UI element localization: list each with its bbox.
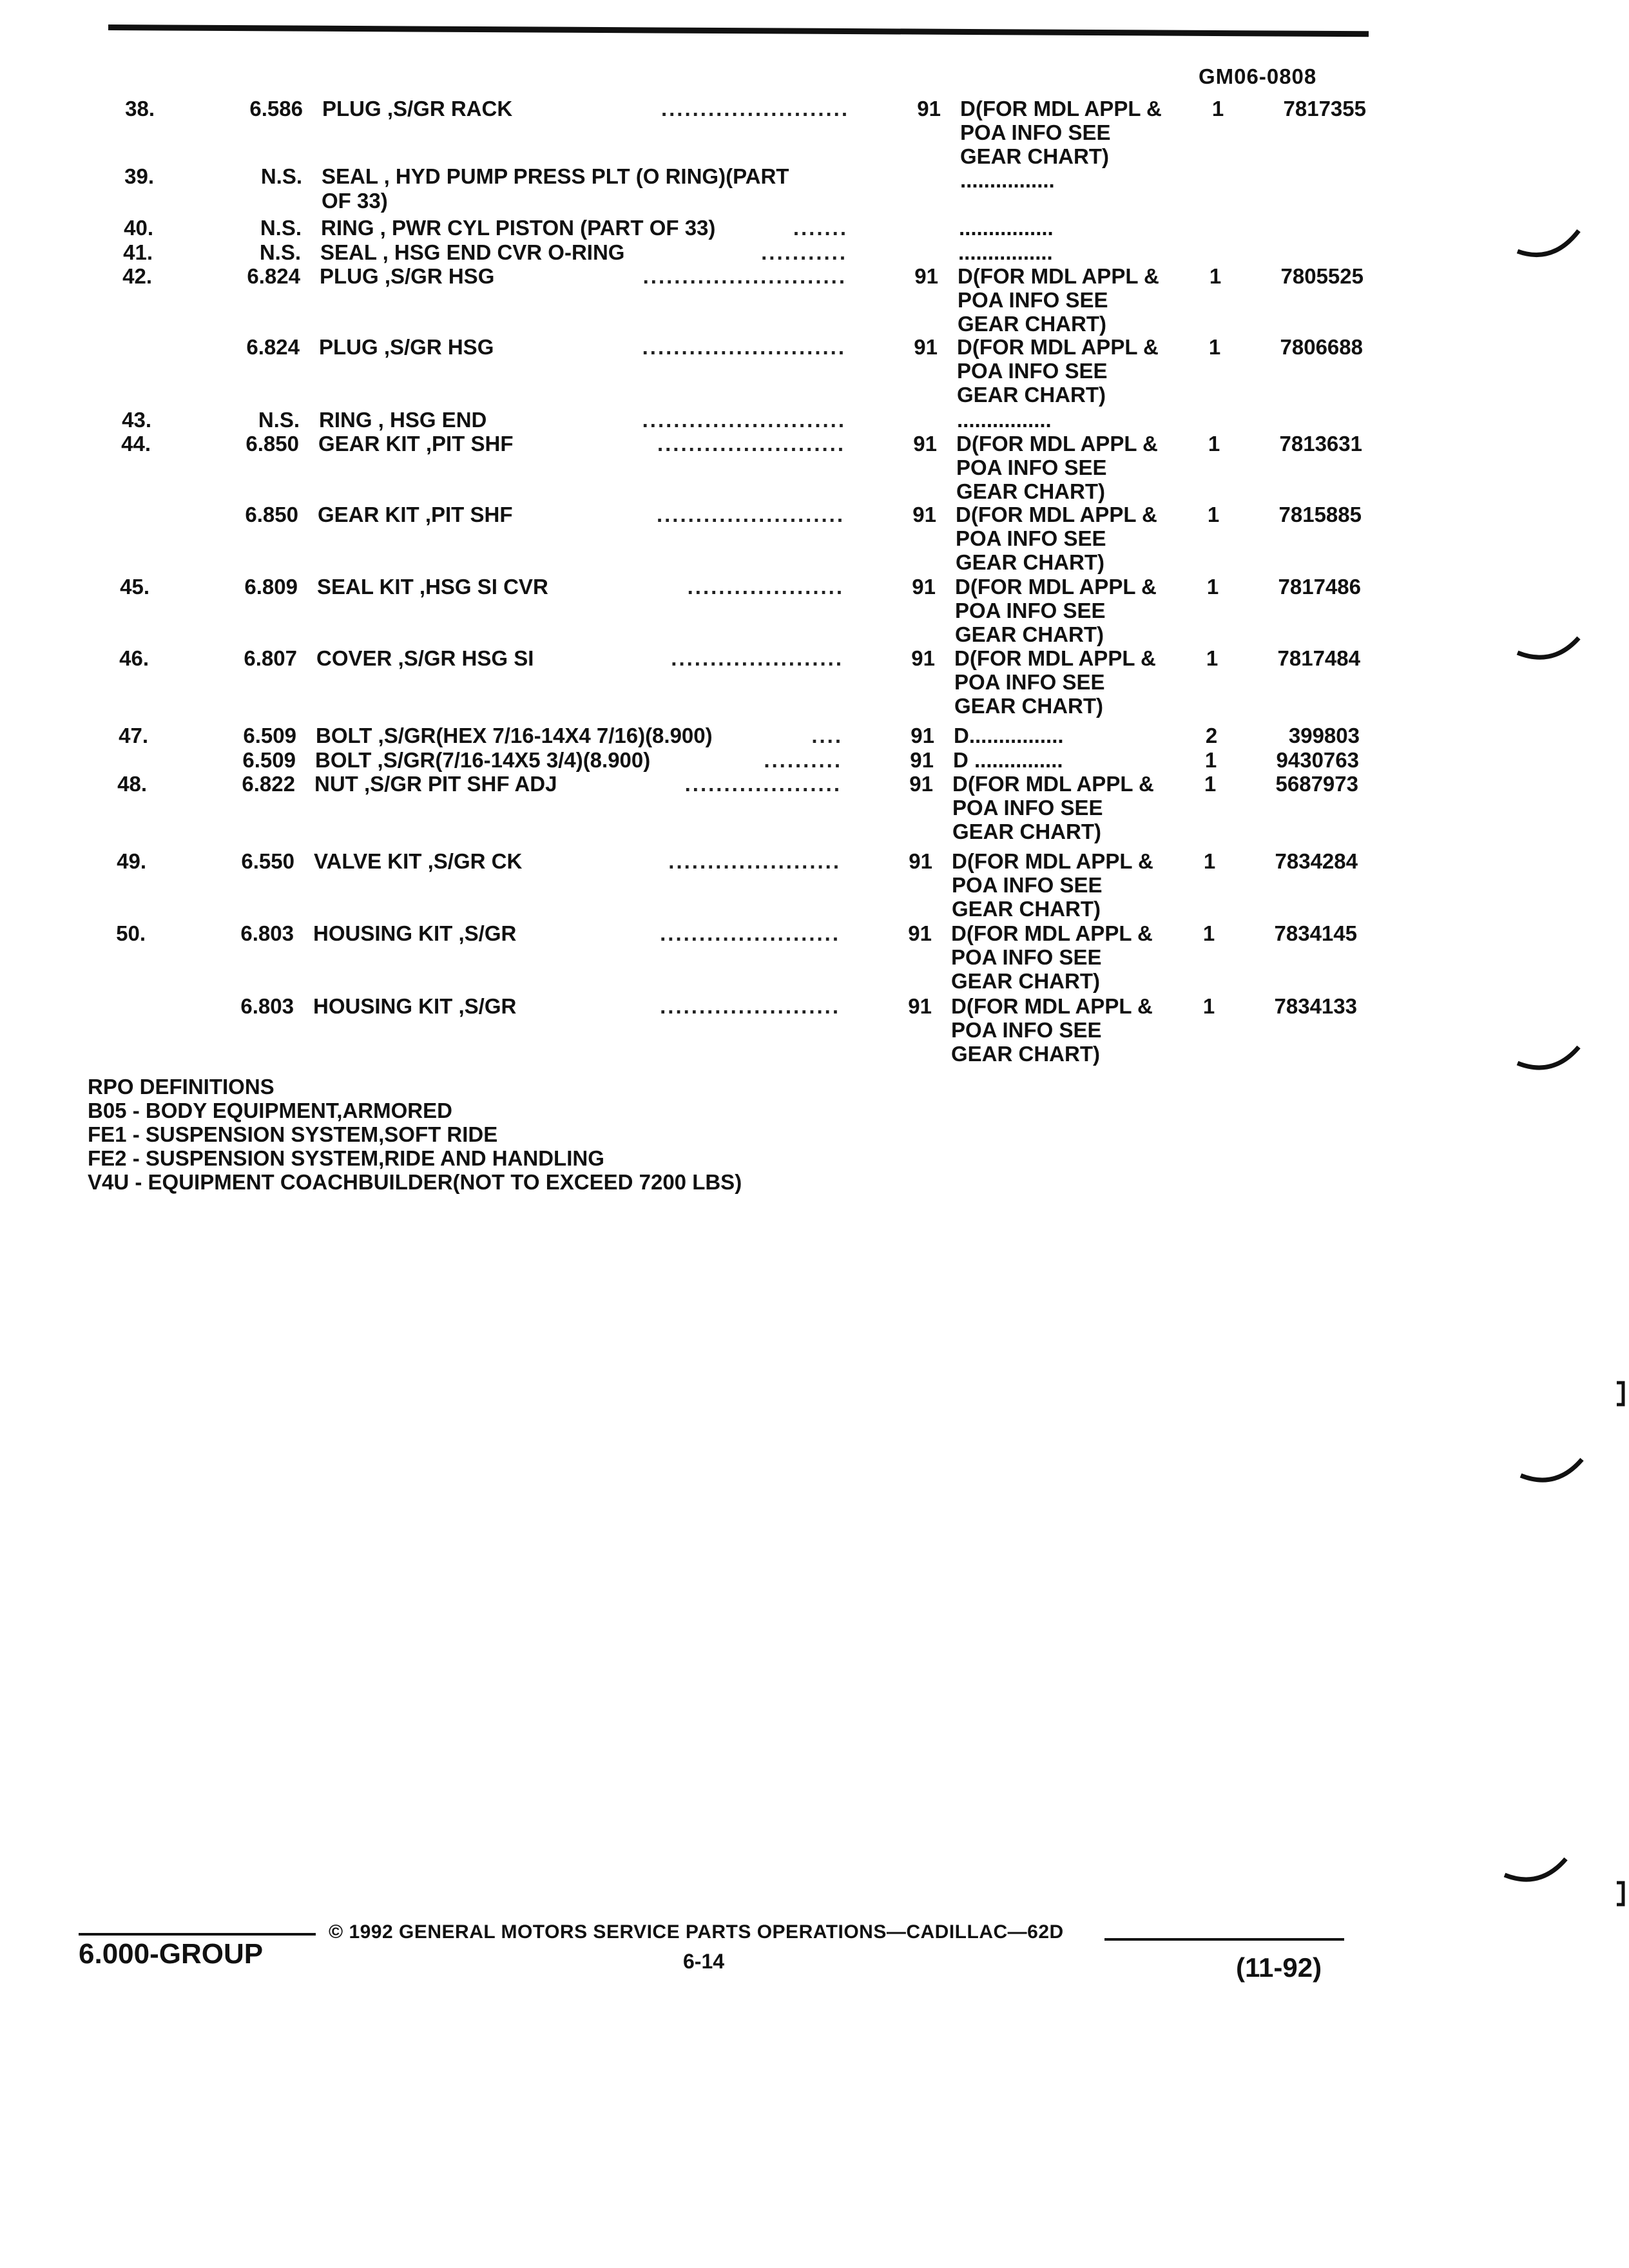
item-number: 40. — [124, 216, 153, 240]
part-description: BOLT ,S/GR(7/16-14X5 3/4)(8.900) — [315, 748, 651, 772]
part-number: 7815885 — [1278, 503, 1362, 526]
leader-dots: ....................... — [660, 921, 840, 945]
part-number: 7817355 — [1283, 97, 1366, 120]
usage-code: 91 — [914, 335, 938, 359]
rpo-item: FE1 - SUSPENSION SYSTEM,SOFT RIDE — [88, 1122, 498, 1146]
application-note: D(FOR MDL APPL & POA INFO SEE GEAR CHART) — [956, 503, 1157, 574]
part-description: SEAL , HYD PUMP PRESS PLT (O RING)(PART OF 33) — [322, 164, 789, 213]
application-note: D(FOR MDL APPL & POA INFO SEE GEAR CHART) — [951, 994, 1153, 1066]
application-note: ................ — [958, 240, 1053, 264]
application-note: D(FOR MDL APPL & POA INFO SEE GEAR CHART) — [952, 849, 1153, 921]
page-number: 6-14 — [683, 1950, 725, 1973]
part-number: 7817484 — [1277, 646, 1360, 670]
revision-date: (11-92) — [1236, 1952, 1322, 1983]
item-number: 43. — [122, 408, 151, 432]
rpo-title: RPO DEFINITIONS — [88, 1075, 275, 1099]
group-number: 6.550 — [241, 849, 294, 873]
group-number: 6.803 — [240, 994, 294, 1018]
usage-code: 91 — [908, 994, 932, 1018]
part-number: 7806688 — [1280, 335, 1363, 359]
usage-code: 91 — [910, 748, 934, 772]
leader-dots: ........................ — [657, 432, 845, 456]
leader-dots: .......................... — [642, 335, 846, 359]
quantity: 1 — [1204, 748, 1217, 772]
part-number: 7834145 — [1274, 921, 1357, 945]
rpo-item: B05 - BODY EQUIPMENT,ARMORED — [88, 1099, 452, 1122]
application-note: D(FOR MDL APPL & POA INFO SEE GEAR CHART) — [956, 432, 1158, 503]
leader-dots: ........................ — [656, 503, 845, 526]
usage-code: 91 — [908, 921, 932, 945]
leader-dots: .... — [811, 724, 843, 747]
group-number: 6.809 — [244, 575, 298, 599]
item-number: 46. — [119, 646, 149, 670]
group-number: 6.803 — [240, 921, 294, 945]
usage-code: 91 — [911, 724, 934, 747]
part-number: 7834284 — [1275, 849, 1358, 873]
application-note: D(FOR MDL APPL & POA INFO SEE GEAR CHART) — [952, 772, 1154, 843]
part-description: HOUSING KIT ,S/GR — [313, 994, 517, 1018]
footer-group: 6.000-GROUP — [79, 1938, 264, 1970]
part-number: 7817486 — [1278, 575, 1361, 599]
usage-code: 91 — [909, 849, 932, 873]
part-description: RING , HSG END — [319, 408, 487, 432]
leader-dots: ....................... — [660, 994, 840, 1018]
part-description: SEAL KIT ,HSG SI CVR — [317, 575, 548, 599]
parts-list — [0, 0, 1629, 1095]
part-number: 5687973 — [1275, 772, 1358, 796]
group-number: N.S. — [259, 240, 301, 264]
quantity: 1 — [1208, 335, 1221, 359]
group-number: 6.509 — [242, 748, 296, 772]
usage-code: 91 — [913, 432, 937, 456]
quantity: 1 — [1206, 575, 1219, 599]
quantity: 1 — [1203, 849, 1216, 873]
item-number: 44. — [121, 432, 151, 456]
group-number: 6.586 — [249, 97, 303, 120]
item-number: 38. — [125, 97, 155, 120]
usage-code: 91 — [911, 646, 935, 670]
binder-hole-mark — [1501, 1856, 1572, 1894]
leader-dots: .................... — [687, 575, 844, 599]
group-number: N.S. — [260, 164, 302, 188]
quantity: 1 — [1211, 97, 1224, 120]
group-number: 6.850 — [245, 503, 298, 526]
group-number: 6.824 — [247, 264, 300, 288]
group-number: 6.822 — [242, 772, 295, 796]
application-note: D(FOR MDL APPL & POA INFO SEE GEAR CHART) — [958, 264, 1159, 336]
application-note: D ............... — [953, 748, 1063, 772]
leader-dots: .......... — [764, 748, 842, 772]
part-description: SEAL , HSG END CVR O-RING — [320, 240, 625, 264]
usage-code: 91 — [914, 264, 938, 288]
item-number: 48. — [117, 772, 147, 796]
leader-dots: .................... — [684, 772, 842, 796]
application-note: D(FOR MDL APPL & POA INFO SEE GEAR CHART) — [954, 646, 1156, 718]
leader-dots: .......................... — [642, 408, 846, 432]
leader-dots: ....... — [793, 216, 848, 240]
application-note: D(FOR MDL APPL & POA INFO SEE GEAR CHART) ................ — [960, 97, 1162, 192]
binder-hole-mark — [1514, 635, 1585, 673]
quantity: 1 — [1209, 264, 1222, 288]
item-number: 49. — [117, 849, 146, 873]
group-number: 6.850 — [246, 432, 299, 456]
footer-copyright: © 1992 GENERAL MOTORS SERVICE PARTS OPERATIONS—CADILLAC—62D — [329, 1921, 1064, 1943]
group-number: N.S. — [258, 408, 300, 432]
part-description: PLUG ,S/GR HSG — [320, 264, 495, 288]
leader-dots: ...................... — [668, 849, 841, 873]
part-description: RING , PWR CYL PISTON (PART OF 33) — [321, 216, 716, 240]
part-number: 7805525 — [1280, 264, 1364, 288]
usage-code: 91 — [912, 503, 936, 526]
application-note: D(FOR MDL APPL & POA INFO SEE GEAR CHART) — [951, 921, 1153, 993]
part-description: PLUG ,S/GR HSG — [319, 335, 494, 359]
quantity: 2 — [1205, 724, 1218, 747]
group-number: 6.824 — [246, 335, 300, 359]
group-number: 6.509 — [243, 724, 296, 747]
part-description: HOUSING KIT ,S/GR — [313, 921, 517, 945]
item-number: 41. — [123, 240, 153, 264]
item-number: 47. — [119, 724, 148, 747]
binder-hole-mark — [1514, 1044, 1585, 1082]
item-number: 50. — [116, 921, 146, 945]
leader-dots: ........... — [761, 240, 847, 264]
application-note: D(FOR MDL APPL & POA INFO SEE GEAR CHART) — [955, 575, 1157, 646]
footer-rule-left — [79, 1933, 316, 1936]
page-edge-bracket — [1614, 1880, 1627, 1907]
application-note: ................ — [957, 408, 1052, 432]
leader-dots: .......................... — [642, 264, 847, 288]
application-note: ................ — [959, 216, 1054, 240]
page-edge-bracket — [1614, 1380, 1627, 1407]
usage-code: 91 — [909, 772, 933, 796]
part-number: 7834133 — [1274, 994, 1357, 1018]
part-description: NUT ,S/GR PIT SHF ADJ — [314, 772, 557, 796]
part-description: COVER ,S/GR HSG SI — [316, 646, 534, 670]
leader-dots: ...................... — [671, 646, 843, 670]
application-note: D................ — [954, 724, 1064, 747]
leader-dots: ........................ — [660, 97, 849, 120]
quantity: 1 — [1208, 432, 1220, 456]
rpo-item: FE2 - SUSPENSION SYSTEM,RIDE AND HANDLING — [88, 1146, 604, 1170]
item-number: 42. — [122, 264, 152, 288]
group-number: 6.807 — [244, 646, 297, 670]
quantity: 1 — [1204, 772, 1217, 796]
part-number: 399803 — [1288, 724, 1360, 747]
part-description: VALVE KIT ,S/GR CK — [314, 849, 523, 873]
footer-rule-right — [1104, 1938, 1344, 1941]
part-number: 9430763 — [1276, 748, 1359, 772]
binder-hole-mark — [1518, 1456, 1588, 1495]
usage-code: 91 — [917, 97, 941, 120]
quantity: 1 — [1202, 921, 1215, 945]
group-number: N.S. — [260, 216, 302, 240]
rpo-definitions — [88, 1075, 742, 1194]
quantity: 1 — [1206, 646, 1219, 670]
part-number: 7813631 — [1279, 432, 1362, 456]
application-note: D(FOR MDL APPL & POA INFO SEE GEAR CHART) — [957, 335, 1159, 407]
quantity: 1 — [1207, 503, 1220, 526]
usage-code: 91 — [912, 575, 936, 599]
binder-hole-mark — [1514, 226, 1585, 264]
item-number: 39. — [124, 164, 154, 188]
rpo-item: V4U - EQUIPMENT COACHBUILDER(NOT TO EXCEED 7200 LBS) — [88, 1170, 742, 1194]
document-code: GM06-0808 — [1199, 64, 1317, 88]
part-description: BOLT ,S/GR(HEX 7/16-14X4 7/16)(8.900) — [316, 724, 713, 747]
part-description: GEAR KIT ,PIT SHF — [318, 432, 514, 456]
item-number: 45. — [120, 575, 149, 599]
part-description: PLUG ,S/GR RACK — [322, 97, 513, 120]
part-description: GEAR KIT ,PIT SHF — [318, 503, 513, 526]
quantity: 1 — [1202, 994, 1215, 1018]
